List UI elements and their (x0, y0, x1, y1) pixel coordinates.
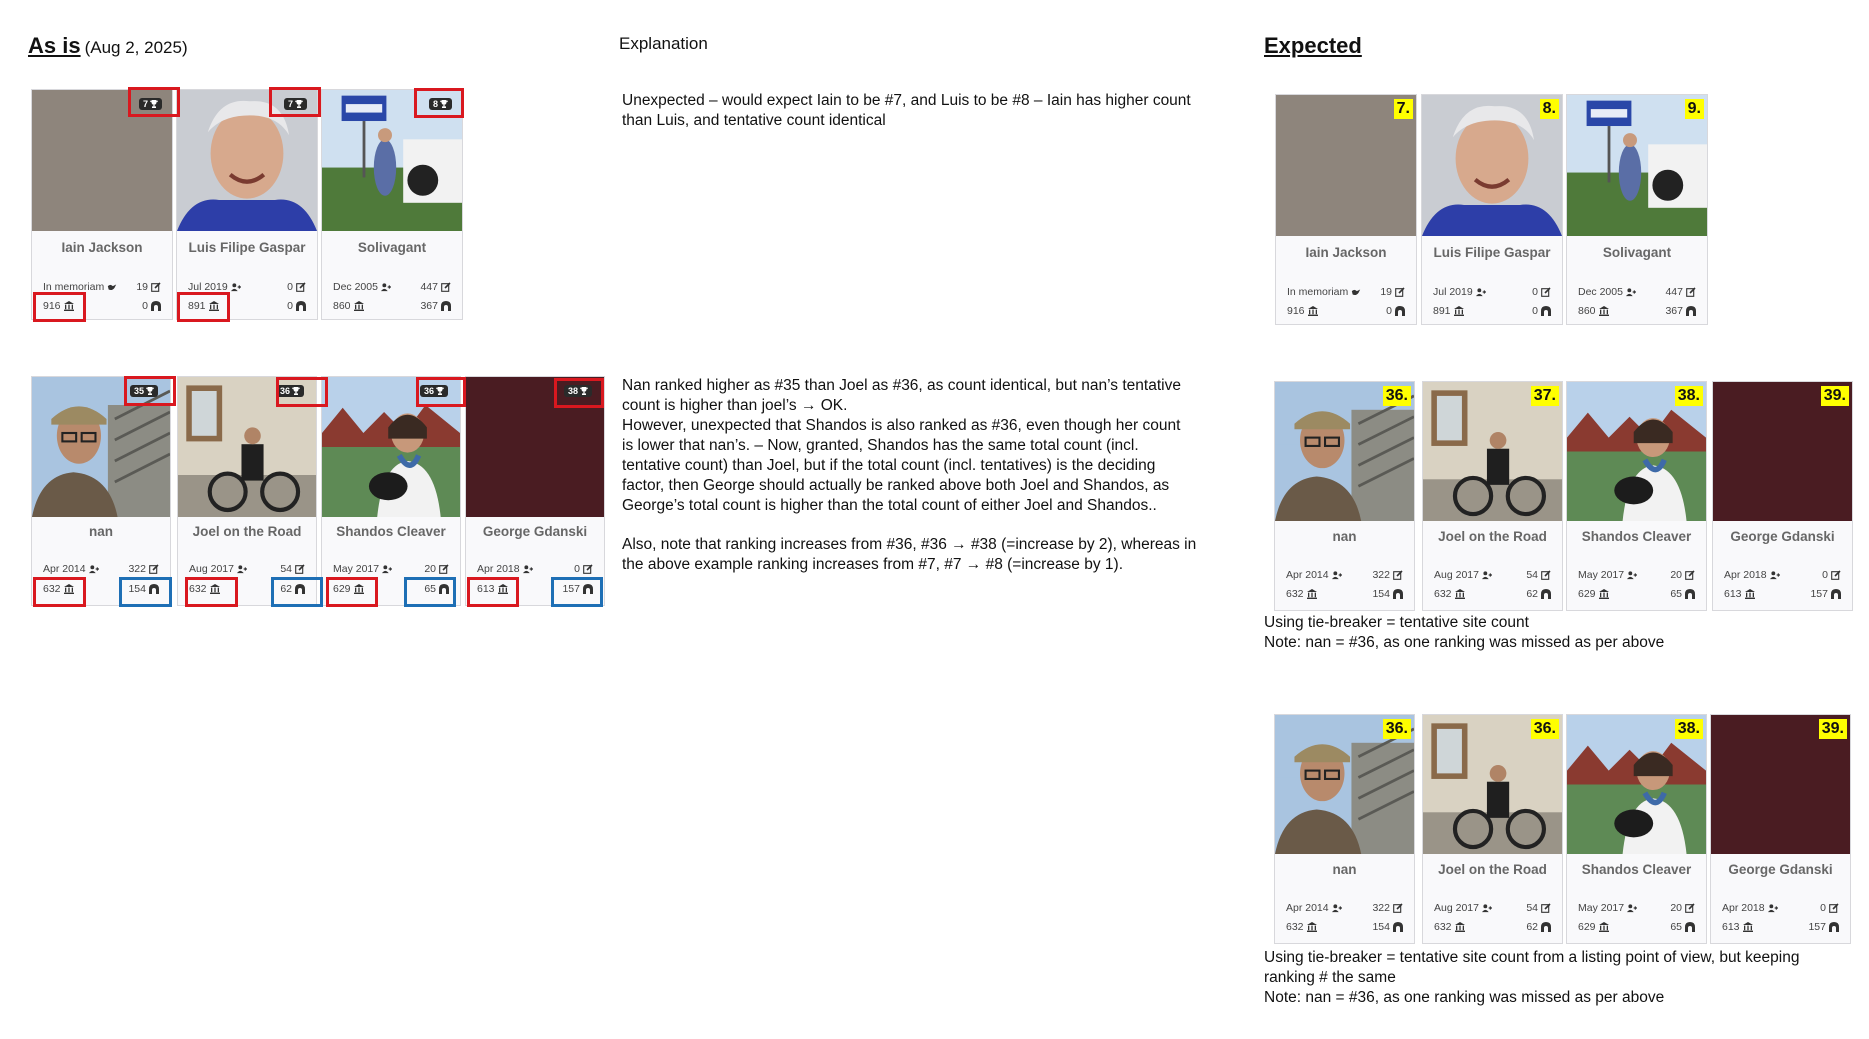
text-line: the above example ranking increases from #7, #7 → #8 (=increase by 1). (622, 556, 1124, 573)
visited-count-text: 860 (1578, 305, 1596, 317)
user-card[interactable] (1274, 381, 1415, 611)
explanation-title: Explanation (619, 34, 708, 53)
visited-count-text: 632 (1434, 921, 1452, 933)
explanation-paragraph-3 (622, 535, 1196, 575)
member-since (1286, 902, 1342, 914)
tentative-count-text: 157 (562, 583, 580, 595)
edit-count-text: 20 (424, 563, 436, 575)
edit-icon (295, 564, 305, 574)
edit-icon (1686, 287, 1696, 297)
museum-icon (1455, 589, 1465, 599)
edit-count (1372, 569, 1403, 581)
user-name[interactable]: Shandos Cleaver (1581, 862, 1692, 877)
edit-count (1820, 902, 1839, 914)
member-since-text: Dec 2005 (333, 281, 378, 293)
museum-icon (1599, 589, 1609, 599)
visited-count (1286, 921, 1317, 933)
member-since-text: Apr 2014 (1286, 902, 1329, 914)
edit-count-text: 20 (1670, 902, 1682, 914)
edit-count-text: 20 (1670, 569, 1682, 581)
member-since-text: In memoriam (1287, 286, 1349, 298)
visited-count-text: 916 (1287, 305, 1305, 317)
user-name[interactable]: Solivagant (1602, 245, 1672, 260)
member-since-text: May 2017 (1578, 569, 1625, 581)
user-icon (382, 564, 392, 574)
user-card[interactable] (1710, 714, 1851, 944)
visited-count (333, 300, 364, 312)
tentative-count-text: 0 (142, 300, 148, 312)
edit-icon (1829, 903, 1839, 913)
visited-count-text: 632 (1434, 588, 1452, 600)
visited-count-text: 632 (189, 583, 207, 595)
member-since (1578, 902, 1637, 914)
tentative-count-text: 157 (1810, 588, 1828, 600)
museum-icon (1743, 922, 1753, 932)
tentative-count (1532, 305, 1551, 317)
tentative-count (1372, 588, 1403, 600)
edit-count-text: 54 (280, 563, 292, 575)
edit-icon (1393, 570, 1403, 580)
text-line: Also, note that ranking increases from #36, #36 → #38 (=increase by 2), whereas in (622, 536, 1197, 553)
tentative-count-text: 62 (1526, 921, 1538, 933)
visited-count (1578, 921, 1609, 933)
member-since-text: Dec 2005 (1578, 286, 1623, 298)
user-name[interactable]: George Gdanski (1728, 862, 1833, 877)
tentative-count-text: 62 (280, 583, 292, 595)
rank-badge: 36. (1383, 386, 1411, 406)
member-since-text: May 2017 (1578, 902, 1625, 914)
edit-icon (441, 282, 451, 292)
visited-count (1434, 588, 1465, 600)
museum-icon (354, 301, 364, 311)
tentative-count-text: 0 (1386, 305, 1392, 317)
user-name[interactable]: Solivagant (357, 240, 427, 255)
edit-count (1670, 902, 1695, 914)
user-card[interactable] (321, 376, 461, 606)
text-line: ranking # the same (1264, 969, 1396, 986)
user-name[interactable]: Shandos Cleaver (336, 524, 446, 539)
highlight-box-tentative (119, 577, 172, 607)
tentative-count-text: 367 (1665, 305, 1683, 317)
arch-icon (151, 301, 161, 311)
rank-text: 8 (432, 99, 438, 109)
tentative-count (142, 300, 161, 312)
highlight-box-count (467, 577, 519, 607)
visited-count-text: 632 (43, 583, 61, 595)
edit-count (287, 281, 306, 293)
edit-count-text: 0 (1820, 902, 1826, 914)
tentative-count (420, 300, 451, 312)
user-name[interactable]: Shandos Cleaver (1581, 529, 1692, 544)
highlight-box-count (326, 577, 378, 607)
arch-icon (1541, 306, 1551, 316)
tentative-count-text: 154 (128, 583, 146, 595)
highlight-box-rank (128, 87, 180, 117)
user-name[interactable]: Iain Jackson (61, 240, 143, 255)
tentative-count (1670, 588, 1695, 600)
tentative-count-text: 0 (1532, 305, 1538, 317)
edit-count (420, 281, 451, 293)
edit-count (1532, 286, 1551, 298)
user-icon (1482, 570, 1492, 580)
user-card[interactable] (1422, 714, 1563, 944)
edit-count-text: 19 (1380, 286, 1392, 298)
user-name[interactable]: Luis Filipe Gaspar (1433, 245, 1551, 260)
visited-count-text: 629 (333, 583, 351, 595)
user-name[interactable]: Luis Filipe Gaspar (188, 240, 306, 255)
tentative-count (1665, 305, 1696, 317)
explanation-paragraph-1 (622, 91, 1191, 131)
tentative-count-text: 62 (1526, 588, 1538, 600)
highlight-box-rank (124, 376, 176, 406)
visited-count-text: 632 (1286, 921, 1304, 933)
rank-badge: 37. (1531, 386, 1559, 406)
member-since (333, 281, 391, 293)
user-icon (1332, 903, 1342, 913)
as-is-date: (Aug 2, 2025) (84, 38, 188, 57)
member-since-text: Jul 2019 (188, 281, 228, 293)
member-since-text: May 2017 (333, 563, 380, 575)
visited-count-text: 891 (1433, 305, 1451, 317)
user-icon (381, 282, 391, 292)
member-since (43, 563, 99, 575)
tentative-count-text: 65 (1670, 921, 1682, 933)
visited-count (1434, 921, 1465, 933)
user-name[interactable]: nan (1332, 862, 1357, 877)
user-name[interactable]: George Gdanski (1730, 529, 1835, 544)
user-name[interactable]: George Gdanski (482, 524, 588, 539)
visited-count (1286, 588, 1317, 600)
user-card[interactable] (1422, 381, 1563, 611)
member-since-text: Jul 2019 (1433, 286, 1473, 298)
tentative-count-text: 154 (1372, 588, 1390, 600)
tentative-count (1808, 921, 1839, 933)
highlight-box-count (33, 577, 86, 607)
tentative-count (1386, 305, 1405, 317)
member-since (1286, 569, 1342, 581)
highlight-box-tentative (404, 577, 456, 607)
user-card[interactable] (31, 89, 173, 320)
rank-text: 38 (567, 386, 578, 396)
user-card[interactable] (176, 89, 318, 320)
user-card[interactable] (1712, 381, 1853, 611)
edit-icon (151, 282, 161, 292)
arch-icon (1831, 589, 1841, 599)
user-icon (1332, 570, 1342, 580)
tentative-count-text: 157 (1808, 921, 1826, 933)
text-line: Using tie-breaker = tentative site count (1264, 614, 1529, 631)
member-since-text: In memoriam (43, 281, 105, 293)
user-card[interactable] (1566, 381, 1707, 611)
museum-icon (1455, 922, 1465, 932)
user-card[interactable] (321, 89, 463, 320)
member-since-text: Aug 2017 (189, 563, 234, 575)
bird-icon (107, 282, 117, 292)
user-card[interactable] (1275, 94, 1417, 325)
museum-icon (1599, 306, 1609, 316)
member-since (1724, 569, 1780, 581)
edit-count (1526, 902, 1551, 914)
arch-icon (1395, 306, 1405, 316)
user-name[interactable]: Joel on the Road (192, 524, 302, 539)
edit-count (1526, 569, 1551, 581)
edit-count (1822, 569, 1841, 581)
edit-icon (1541, 903, 1551, 913)
text-line: tentative count) than Joel, but if the total count (incl. tentatives) is the deciding (622, 457, 1156, 474)
member-since-text: Apr 2014 (1286, 569, 1329, 581)
tentative-count-text: 65 (424, 583, 436, 595)
tentative-count (287, 300, 306, 312)
arch-icon (1393, 922, 1403, 932)
rank-badge: 36. (1531, 719, 1559, 739)
edit-count-text: 54 (1526, 902, 1538, 914)
rank-text: 36 (279, 386, 290, 396)
user-icon (1476, 287, 1486, 297)
tentative-count (1526, 588, 1551, 600)
highlight-box-tentative (551, 577, 603, 607)
museum-icon (1307, 589, 1317, 599)
rank-text: 36 (423, 386, 434, 396)
highlight-box-count (33, 292, 86, 322)
tentative-count (1810, 588, 1841, 600)
bird-icon (1351, 287, 1361, 297)
text-line: count is higher than joel’s → OK. (622, 397, 848, 414)
tentative-count (1670, 921, 1695, 933)
edit-count (1665, 286, 1696, 298)
edit-count-text: 0 (574, 563, 580, 575)
visited-count-text: 629 (1578, 921, 1596, 933)
visited-count-text: 613 (1724, 588, 1742, 600)
expected-note-2 (1264, 948, 1799, 1008)
edit-count-text: 322 (1372, 569, 1390, 581)
arch-icon (1829, 922, 1839, 932)
visited-count-text: 629 (1578, 588, 1596, 600)
user-icon (1482, 903, 1492, 913)
text-line: factor, then George should actually be ranked above both Joel and Shandos, as (622, 477, 1170, 494)
text-line: than Luis, and tentative count identical (622, 112, 886, 129)
user-name[interactable]: Iain Jackson (1305, 245, 1387, 260)
member-since-text: Aug 2017 (1434, 902, 1479, 914)
text-line: is lower that nan’s. – Now, granted, Shandos has the same total count (incl. (622, 437, 1139, 454)
visited-count-text: 613 (1722, 921, 1740, 933)
user-name[interactable]: nan (1332, 529, 1357, 544)
expected-title: Expected (1264, 33, 1362, 58)
edit-count-text: 322 (128, 563, 146, 575)
highlight-box-tentative (271, 577, 323, 607)
edit-icon (1393, 903, 1403, 913)
member-since (477, 563, 533, 575)
edit-icon (439, 564, 449, 574)
edit-count (424, 563, 449, 575)
edit-icon (296, 282, 306, 292)
member-since (333, 563, 392, 575)
edit-icon (1831, 570, 1841, 580)
edit-icon (583, 564, 593, 574)
arch-icon (1541, 922, 1551, 932)
user-icon (523, 564, 533, 574)
highlight-box-count (185, 577, 238, 607)
user-icon (231, 282, 241, 292)
rank-text: 7 (287, 99, 293, 109)
member-since-text: Apr 2018 (1722, 902, 1765, 914)
visited-count-text: 613 (477, 583, 495, 595)
highlight-box-rank (554, 378, 604, 408)
tentative-count (1526, 921, 1551, 933)
rank-badge: 38. (1675, 719, 1703, 739)
member-since (1434, 902, 1492, 914)
edit-icon (1395, 287, 1405, 297)
user-icon (1626, 287, 1636, 297)
user-icon (1627, 570, 1637, 580)
edit-icon (1685, 903, 1695, 913)
user-card[interactable] (1566, 94, 1708, 325)
visited-count-text: 891 (188, 300, 206, 312)
edit-icon (149, 564, 159, 574)
arch-icon (1685, 589, 1695, 599)
member-since (1578, 286, 1636, 298)
visited-count-text: 916 (43, 300, 61, 312)
rank-text: 35 (133, 386, 144, 396)
edit-count-text: 54 (1526, 569, 1538, 581)
edit-count-text: 447 (420, 281, 438, 293)
tentative-count (1372, 921, 1403, 933)
member-since-text: Apr 2014 (43, 563, 86, 575)
rank-badge: 39. (1821, 386, 1849, 406)
text-line: Note: nan = #36, as one ranking was missed as per above (1264, 634, 1665, 651)
user-icon (1770, 570, 1780, 580)
arch-icon (1393, 589, 1403, 599)
highlight-box-rank (414, 88, 464, 118)
user-card[interactable] (1566, 714, 1707, 944)
rank-badge: 8. (1540, 99, 1559, 119)
visited-count (1287, 305, 1318, 317)
tentative-count-text: 65 (1670, 588, 1682, 600)
highlight-box-rank (276, 377, 328, 407)
museum-icon (1308, 306, 1318, 316)
visited-count-text: 632 (1286, 588, 1304, 600)
edit-count-text: 0 (1822, 569, 1828, 581)
user-icon (237, 564, 247, 574)
tentative-count-text: 154 (1372, 921, 1390, 933)
highlight-box-rank (416, 377, 466, 407)
arch-icon (1686, 306, 1696, 316)
museum-icon (1307, 922, 1317, 932)
text-line: However, unexpected that Shandos is also ranked as #36, even though her count (622, 417, 1181, 434)
text-line: George’s total count is higher than the total count of either Joel and Shandos.. (622, 497, 1157, 514)
edit-count-text: 0 (287, 281, 293, 293)
rank-badge: 7. (1394, 99, 1413, 119)
text-line: Using tie-breaker = tentative site count from a listing point of view, but keeping (1264, 949, 1800, 966)
user-icon (1627, 903, 1637, 913)
edit-count-text: 0 (1532, 286, 1538, 298)
member-since (1434, 569, 1492, 581)
as-is-heading (28, 33, 188, 59)
visited-count (1578, 305, 1609, 317)
visited-count (1578, 588, 1609, 600)
edit-count-text: 447 (1665, 286, 1683, 298)
edit-count (128, 563, 159, 575)
user-name[interactable]: Joel on the Road (1438, 862, 1547, 877)
rank-badge: 36. (1383, 719, 1411, 739)
member-since (189, 563, 247, 575)
user-icon (89, 564, 99, 574)
highlight-box-count (177, 292, 230, 322)
user-card[interactable] (1274, 714, 1415, 944)
user-name[interactable]: Joel on the Road (1438, 529, 1547, 544)
user-card[interactable] (465, 376, 605, 606)
rank-badge: 38. (1675, 386, 1703, 406)
arch-icon (296, 301, 306, 311)
visited-count (1722, 921, 1753, 933)
rank-badge: 9. (1685, 99, 1704, 119)
as-is-title: As is (28, 33, 81, 58)
edit-icon (1685, 570, 1695, 580)
user-icon (1768, 903, 1778, 913)
edit-count (1670, 569, 1695, 581)
edit-count (136, 281, 161, 293)
member-since-text: Apr 2018 (1724, 569, 1767, 581)
edit-icon (1541, 570, 1551, 580)
member-since (1433, 286, 1486, 298)
member-since (1722, 902, 1778, 914)
tentative-count-text: 367 (420, 300, 438, 312)
visited-count (1433, 305, 1464, 317)
highlight-box-rank (269, 87, 321, 117)
text-line: Unexpected – would expect Iain to be #7, and Luis to be #8 – Iain has higher count (622, 92, 1191, 109)
rank-badge: 39. (1819, 719, 1847, 739)
edit-count-text: 322 (1372, 902, 1390, 914)
text-line: Nan ranked higher as #35 than Joel as #36, as count identical, but nan’s tentative (622, 377, 1181, 394)
edit-icon (1541, 287, 1551, 297)
user-card[interactable] (177, 376, 317, 606)
user-name[interactable]: nan (88, 524, 113, 539)
visited-count (1724, 588, 1755, 600)
member-since (1287, 286, 1361, 298)
tentative-count-text: 0 (287, 300, 293, 312)
museum-icon (1745, 589, 1755, 599)
museum-icon (1454, 306, 1464, 316)
explanation-paragraph-2 (622, 376, 1181, 516)
edit-count (1380, 286, 1405, 298)
user-card[interactable] (1421, 94, 1563, 325)
expected-note-1 (1264, 613, 1664, 653)
member-since-text: Apr 2018 (477, 563, 520, 575)
member-since (1578, 569, 1637, 581)
edit-count (280, 563, 305, 575)
edit-count (1372, 902, 1403, 914)
arch-icon (441, 301, 451, 311)
edit-count (574, 563, 593, 575)
museum-icon (1599, 922, 1609, 932)
member-since-text: Aug 2017 (1434, 569, 1479, 581)
arch-icon (1541, 589, 1551, 599)
text-line: Note: nan = #36, as one ranking was missed as per above (1264, 989, 1665, 1006)
user-card[interactable] (31, 376, 171, 606)
visited-count-text: 860 (333, 300, 351, 312)
arch-icon (1685, 922, 1695, 932)
rank-text: 7 (142, 99, 148, 109)
edit-count-text: 19 (136, 281, 148, 293)
